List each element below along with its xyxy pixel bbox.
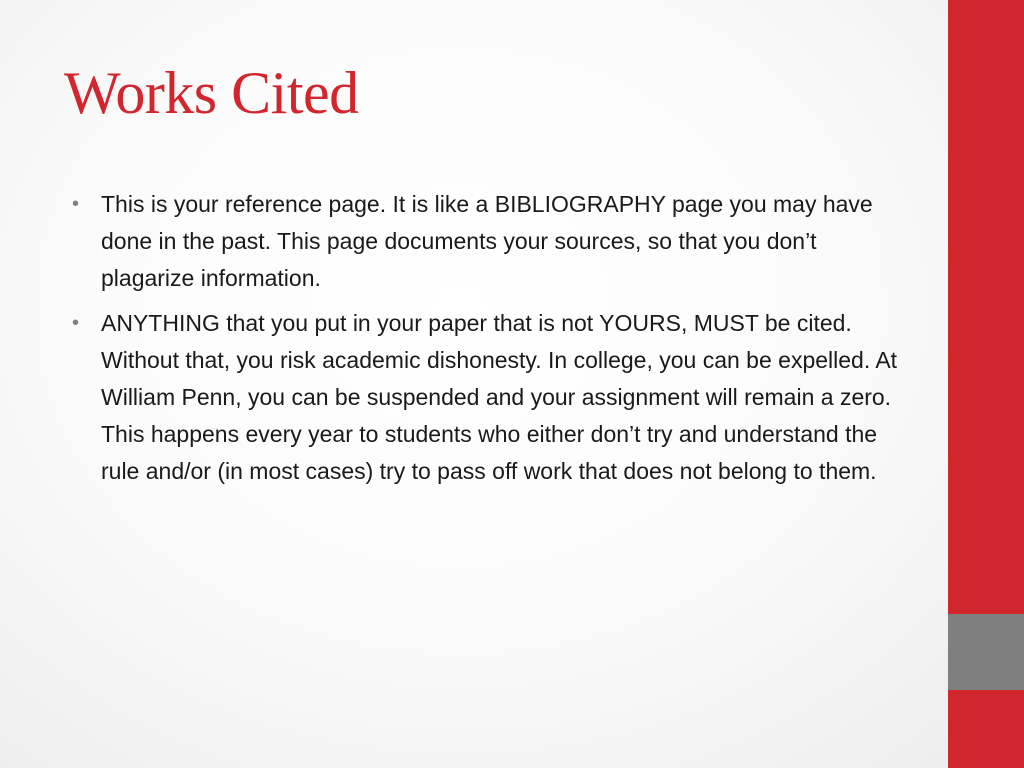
accent-bar-red-bottom — [948, 690, 1024, 768]
bullet-list — [70, 186, 904, 498]
bullet-text: This is your reference page. It is like a BIBLIOGRAPHY page you may have done in the past. This page documents your sources, so that you don’t plagarize information. — [101, 191, 873, 291]
accent-bar-red-top — [948, 0, 1024, 614]
bullet-text: ANYTHING that you put in your paper that is not YOURS, MUST be cited. Without that, you risk academic dishonesty. In college, you can be expelled. At William Penn, you can be suspended and your assignment will remain a zero. This happens every year to students who either don’t try and understand the rule and/or (in most cases) try to pass off work that does not belong to them. — [101, 310, 898, 484]
accent-bar-gray-block — [948, 614, 1024, 690]
bullet-item — [70, 305, 904, 490]
bullet-dot-icon: • — [72, 312, 80, 334]
slide-title: Works Cited — [64, 60, 359, 126]
bullet-dot-icon: • — [72, 193, 80, 215]
bullet-item — [70, 186, 904, 297]
right-accent-bar — [948, 0, 1024, 768]
